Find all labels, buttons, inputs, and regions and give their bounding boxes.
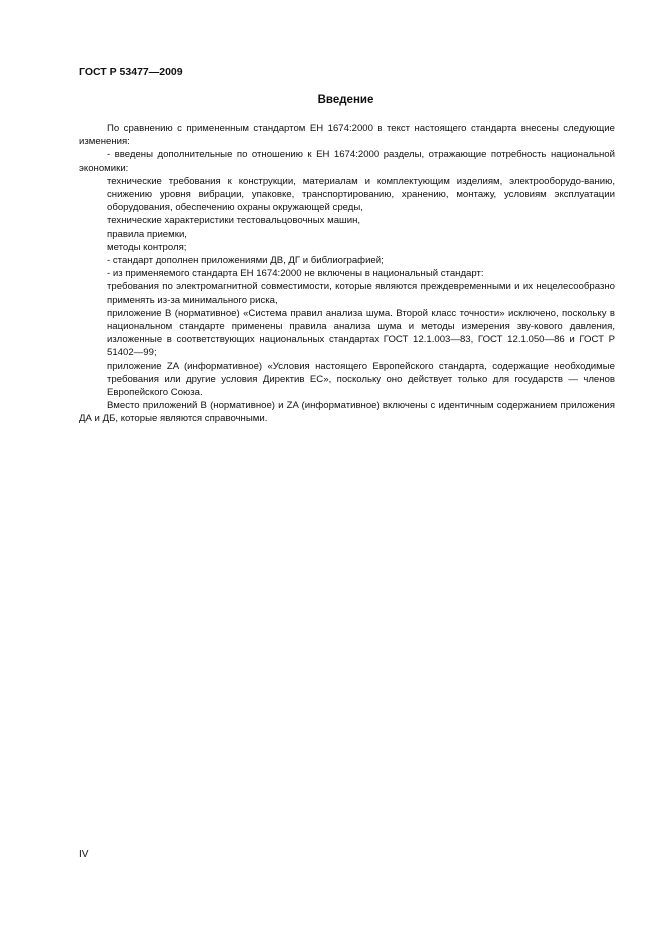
paragraph: методы контроля; xyxy=(107,241,187,253)
paragraph: - стандарт дополнен приложениями ДВ, ДГ и библиографией; xyxy=(107,255,384,267)
body-text xyxy=(79,122,615,426)
paragraph: - введены дополнительные по отношению к ЕН 1674:2000 разделы, отражающие потребность национальной экономики: xyxy=(79,149,615,174)
paragraph: - из применяемого стандарта ЕН 1674:2000 не включены в национальный стандарт: xyxy=(107,268,484,280)
section-title: Введение xyxy=(317,94,374,106)
paragraph: приложение ZA (информативное) «Условия настоящего Европейского стандарта, содержащие необходимые требования или другие условия Директив ЕС», поскольку оно действует только для государств — членов Европейского Союза. xyxy=(107,360,615,399)
paragraph: требования по электромагнитной совместимости, которые являются преждевременными и их нецелесообразно применять из-за минимального риска, xyxy=(107,281,615,306)
paragraph: приложение В (нормативное) «Система правил анализа шума. Второй класс точности» исключено, поскольку в национальном стандарте применены правила анализа шума и методы измерения зву-кового давления, изложенные в соответствующих национальных стандартах ГОСТ 12.1.003—83, ГОСТ 12.1.050—86 и ГОСТ Р 51402—99; xyxy=(107,307,615,359)
document-header: ГОСТ Р 53477—2009 xyxy=(79,66,183,78)
paragraph: технические требования к конструкции, материалам и комплектующим изделиям, электрооборудо-ванию, снижению уровня вибрации, упаковке, транспортированию, хранению, монтажу, условиям эксплуатации оборудования, обеспечению охраны окружающей среды, xyxy=(107,175,615,214)
paragraph: технические характеристики тестовальцовочных машин, xyxy=(107,215,361,227)
paragraph: правила приемки, xyxy=(107,228,187,240)
page-number: IV xyxy=(79,849,89,860)
paragraph: Вместо приложений В (нормативное) и ZA (информативное) включены с идентичным содержанием приложения ДА и ДБ, которые являются справочными. xyxy=(79,400,615,425)
paragraph: По сравнению с примененным стандартом ЕН 1674:2000 в текст настоящего стандарта внесены следующие изменения: xyxy=(79,123,615,148)
